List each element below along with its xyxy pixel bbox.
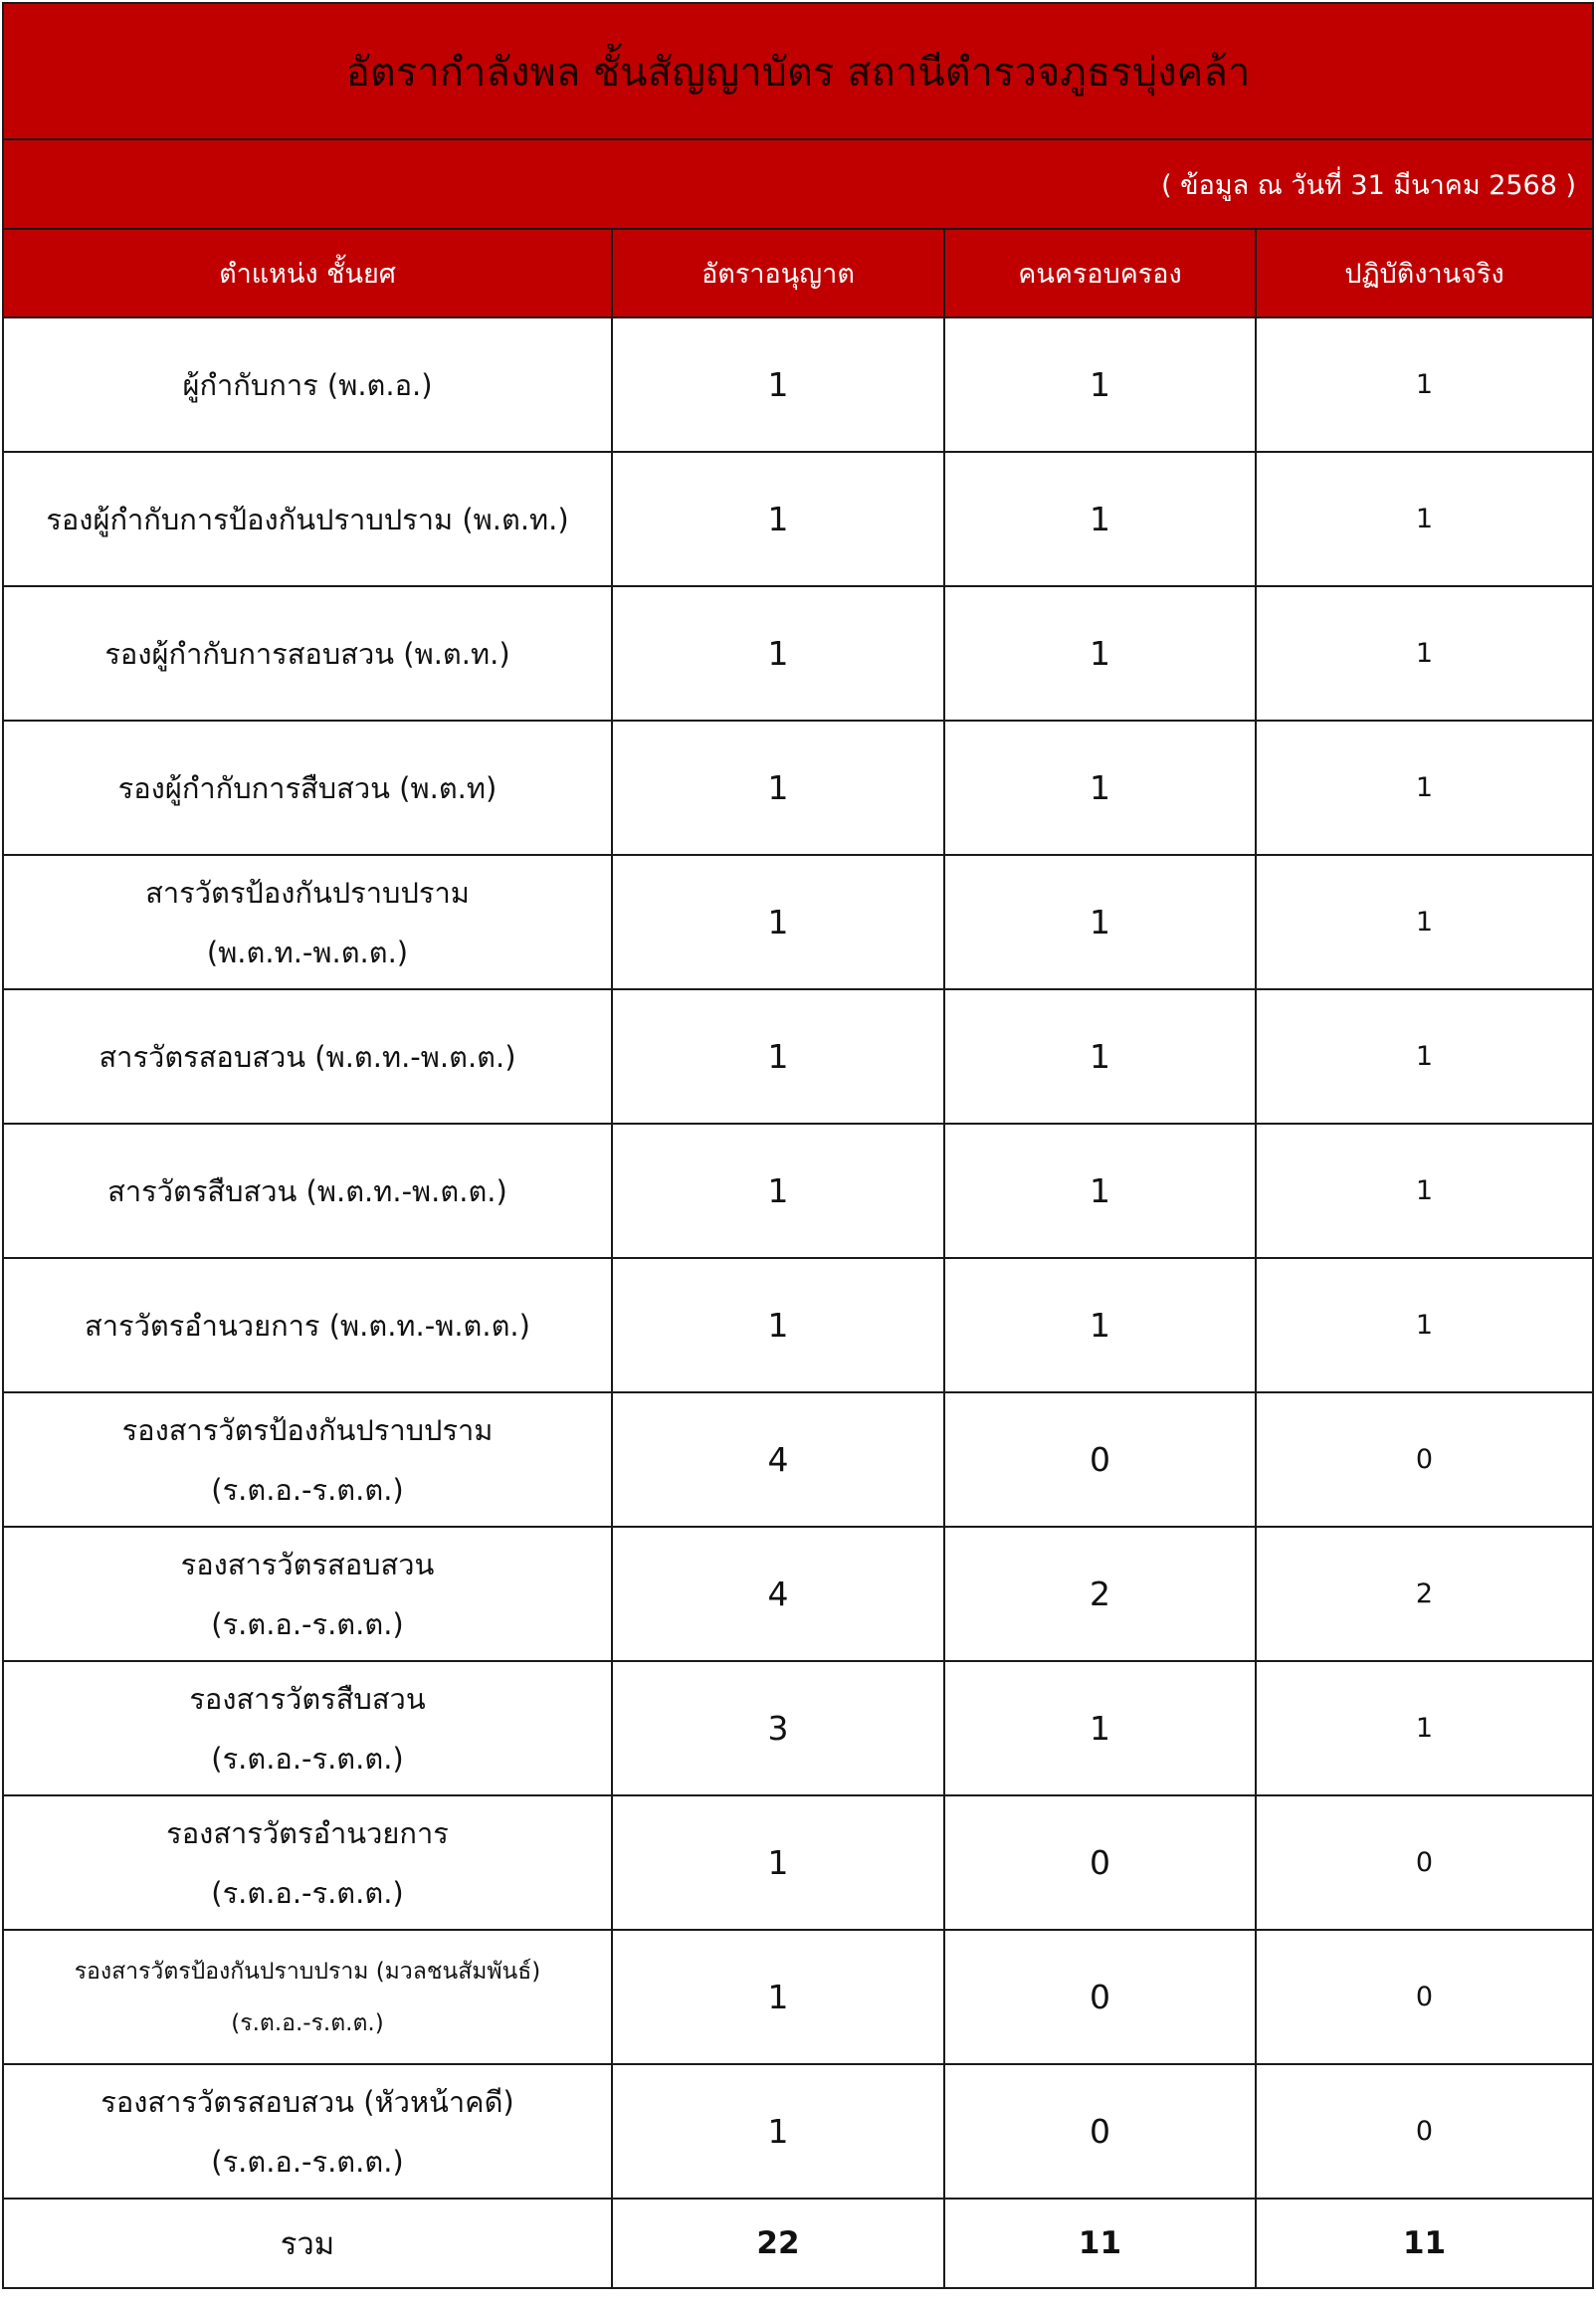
position-text: สารวัตรสอบสวน (พ.ต.ท.-พ.ต.ต.) [99, 1039, 516, 1074]
held-cell: 1 [944, 989, 1256, 1124]
page-title: อัตรากำลังพล ชั้นสัญญาบัตร สถานีตำรวจภูธรบุ่งคล้า [3, 3, 1593, 139]
position-text: สารวัตรอำนวยการ (พ.ต.ท.-พ.ต.ต.) [85, 1308, 530, 1343]
total-row [3, 2199, 1593, 2288]
table-row [3, 2064, 1593, 2199]
position-text: (ร.ต.อ.-ร.ต.ต.) [211, 2144, 404, 2179]
held-cell: 1 [944, 317, 1256, 452]
allowed-cell: 1 [612, 1930, 944, 2064]
held-cell: 1 [944, 855, 1256, 989]
allowed-cell: 1 [612, 1124, 944, 1258]
allowed-cell: 4 [612, 1527, 944, 1661]
position-text: รองสารวัตรป้องกันปราบปราม (มวลชนสัมพันธ์) [74, 1958, 541, 1985]
table-row [3, 317, 1593, 452]
actual-cell: 1 [1256, 721, 1593, 855]
position-cell [3, 1258, 612, 1392]
table-row [3, 452, 1593, 586]
column-header-allowed: อัตราอนุญาต [612, 229, 944, 317]
allowed-cell: 1 [612, 855, 944, 989]
manpower-table [2, 2, 1594, 2289]
position-cell [3, 1392, 612, 1527]
table-row [3, 1124, 1593, 1258]
actual-cell: 1 [1256, 855, 1593, 989]
table-row [3, 1527, 1593, 1661]
table-row [3, 989, 1593, 1124]
date-note: ( ข้อมูล ณ วันที่ 31 มีนาคม 2568 ) [3, 139, 1593, 229]
position-text: รองผู้กำกับการสืบสวน (พ.ต.ท) [117, 770, 498, 805]
actual-cell: 0 [1256, 1392, 1593, 1527]
position-text: สารวัตรสืบสวน (พ.ต.ท.-พ.ต.ต.) [107, 1173, 507, 1208]
table-row [3, 1258, 1593, 1392]
table-row [3, 1930, 1593, 2064]
position-text: รองผู้กำกับการป้องกันปราบปราม (พ.ต.ท.) [46, 502, 569, 536]
position-text: ผู้กำกับการ (พ.ต.อ.) [182, 367, 433, 402]
total-held: 11 [944, 2199, 1256, 2288]
position-cell [3, 2064, 612, 2199]
position-text: (ร.ต.อ.-ร.ต.ต.) [231, 2009, 384, 2036]
table-row [3, 586, 1593, 721]
title-row [3, 3, 1593, 139]
held-cell: 1 [944, 1258, 1256, 1392]
position-text: รองสารวัตรสืบสวน [189, 1681, 426, 1716]
column-header-held: คนครอบครอง [944, 229, 1256, 317]
position-text: รองสารวัตรป้องกันปราบปราม [121, 1412, 494, 1447]
table-row [3, 855, 1593, 989]
position-cell [3, 1795, 612, 1930]
actual-cell: 0 [1256, 2064, 1593, 2199]
held-cell: 1 [944, 1661, 1256, 1795]
table-row [3, 1795, 1593, 1930]
table-row [3, 721, 1593, 855]
position-cell [3, 855, 612, 989]
allowed-cell: 1 [612, 586, 944, 721]
table-row [3, 1392, 1593, 1527]
total-actual: 11 [1256, 2199, 1593, 2288]
actual-cell: 1 [1256, 1124, 1593, 1258]
allowed-cell: 1 [612, 1795, 944, 1930]
held-cell: 0 [944, 1392, 1256, 1527]
table-row [3, 1661, 1593, 1795]
date-row [3, 139, 1593, 229]
allowed-cell: 4 [612, 1392, 944, 1527]
position-text: สารวัตรป้องกันปราบปราม [145, 875, 470, 910]
held-cell: 2 [944, 1527, 1256, 1661]
position-text: รองผู้กำกับการสอบสวน (พ.ต.ท.) [104, 636, 510, 671]
position-cell [3, 1930, 612, 2064]
allowed-cell: 1 [612, 317, 944, 452]
held-cell: 1 [944, 1124, 1256, 1258]
position-cell [3, 586, 612, 721]
actual-cell: 0 [1256, 1930, 1593, 2064]
position-text: (ร.ต.อ.-ร.ต.ต.) [211, 1606, 404, 1641]
actual-cell: 1 [1256, 989, 1593, 1124]
column-header-position: ตำแหน่ง ชั้นยศ [3, 229, 612, 317]
header-row [3, 229, 1593, 317]
position-text: รองสารวัตรอำนวยการ [166, 1815, 449, 1850]
position-cell [3, 1661, 612, 1795]
position-cell [3, 989, 612, 1124]
actual-cell: 0 [1256, 1795, 1593, 1930]
position-text: (พ.ต.ท.-พ.ต.ต.) [206, 935, 409, 969]
actual-cell: 1 [1256, 317, 1593, 452]
held-cell: 0 [944, 1795, 1256, 1930]
actual-cell: 1 [1256, 1661, 1593, 1795]
held-cell: 1 [944, 452, 1256, 586]
total-allowed: 22 [612, 2199, 944, 2288]
total-label: รวม [3, 2199, 612, 2288]
actual-cell: 2 [1256, 1527, 1593, 1661]
held-cell: 1 [944, 721, 1256, 855]
position-text: (ร.ต.อ.-ร.ต.ต.) [211, 1472, 404, 1507]
actual-cell: 1 [1256, 586, 1593, 721]
position-cell [3, 452, 612, 586]
position-cell [3, 317, 612, 452]
held-cell: 0 [944, 2064, 1256, 2199]
actual-cell: 1 [1256, 452, 1593, 586]
position-text: รองสารวัตรสอบสวน [180, 1547, 435, 1581]
allowed-cell: 1 [612, 721, 944, 855]
held-cell: 0 [944, 1930, 1256, 2064]
allowed-cell: 1 [612, 1258, 944, 1392]
allowed-cell: 1 [612, 2064, 944, 2199]
allowed-cell: 3 [612, 1661, 944, 1795]
column-header-actual: ปฏิบัติงานจริง [1256, 229, 1593, 317]
position-cell [3, 721, 612, 855]
position-text: รองสารวัตรสอบสวน (หัวหน้าคดี) [100, 2084, 514, 2119]
position-cell [3, 1124, 612, 1258]
position-cell [3, 1527, 612, 1661]
position-text: (ร.ต.อ.-ร.ต.ต.) [211, 1875, 404, 1910]
held-cell: 1 [944, 586, 1256, 721]
allowed-cell: 1 [612, 989, 944, 1124]
position-text: (ร.ต.อ.-ร.ต.ต.) [211, 1741, 404, 1776]
actual-cell: 1 [1256, 1258, 1593, 1392]
manpower-sheet [2, 2, 1592, 2289]
allowed-cell: 1 [612, 452, 944, 586]
